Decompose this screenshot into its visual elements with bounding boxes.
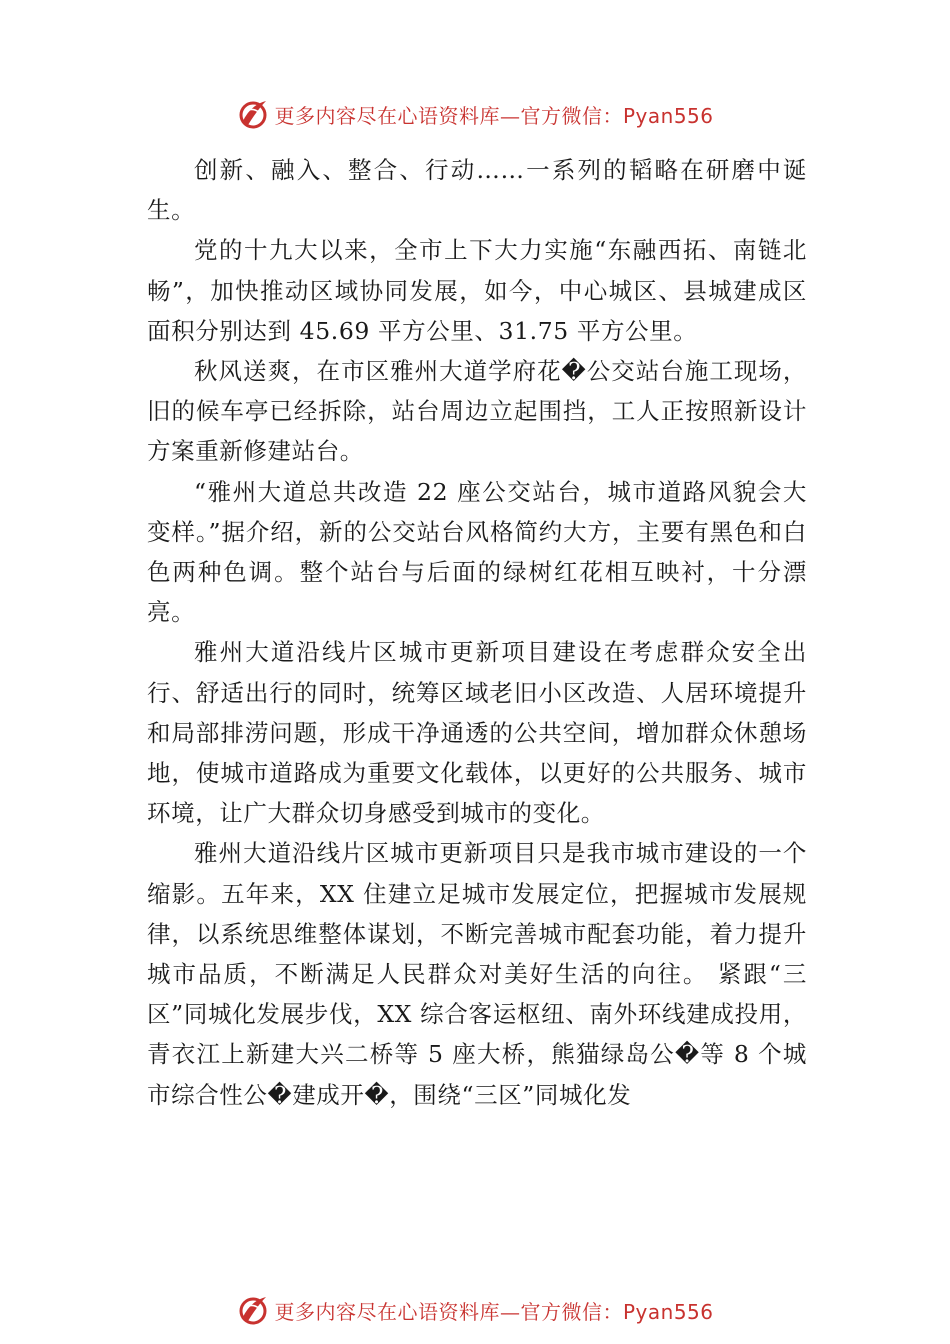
paragraph-3: 秋风送爽，在市区雅州大道学府花�公交站台施工现场，旧的候车亭已经拆除，站台周边立起围挡，工人正按照新设计方案重新修建站台。 <box>147 357 807 466</box>
footer-banner <box>0 1290 950 1330</box>
footer-banner-text <box>274 1296 713 1325</box>
paragraph-2: 党的十九大以来，全市上下大力实施“东融西拓、南链北畅”，加快推动区域协同发展，如今，中心城区、县城建成区面积分别达到 45.69 平方公里、31.75 平方公里。 <box>147 236 807 345</box>
footer-banner-wechat-id: Pyan556 <box>622 1299 714 1324</box>
footer-banner-label: 更多内容尽在心语资料库—官方微信： <box>274 1299 623 1324</box>
paragraph-4: “雅州大道总共改造 22 座公交站台，城市道路风貌会大变样。”据介绍，新的公交站台风格简约大方，主要有黑色和白色两种色调。整个站台与后面的绿树红花相互映衬，十分漂亮。 <box>147 477 807 627</box>
header-banner-wechat-id: Pyan556 <box>622 103 714 128</box>
header-banner <box>0 94 950 134</box>
footer-banner-content <box>236 1293 713 1327</box>
paragraph-1: 创新、融入、整合、行动……一系列的韬略在研磨中诞生。 <box>147 156 807 225</box>
paragraph-5: 雅州大道沿线片区城市更新项目建设在考虑群众安全出行、舒适出行的同时，统筹区域老旧小区改造、人居环境提升和局部排涝问题，形成干净通透的公共空间，增加群众休憩场地，使城市道路成为重要文化载体，以更好的公共服务、城市环境，让广大群众切身感受到城市的变化。 <box>147 638 807 828</box>
brush-seal-logo-icon <box>236 97 270 131</box>
header-banner-content <box>236 97 713 131</box>
brush-seal-logo-icon <box>236 1293 270 1327</box>
header-banner-text <box>274 100 713 129</box>
document-body <box>147 150 807 1115</box>
paragraph-6: 雅州大道沿线片区城市更新项目只是我市城市建设的一个缩影。五年来，XX 住建立足城市发展定位，把握城市发展规律，以系统思维整体谋划，不断完善城市配套功能，着力提升城市品质，不断满足人民群众对美好生活的向往。 紧跟“三区”同城化发展步伐，XX 综合客运枢纽、南外环线建成投用，青衣江上新建大兴二桥等 5 座大桥，熊猫绿岛公�等 8 个城市综合性公�建成开�，围绕“三区”同城化发 <box>147 839 807 1109</box>
header-banner-label: 更多内容尽在心语资料库—官方微信： <box>274 103 623 128</box>
